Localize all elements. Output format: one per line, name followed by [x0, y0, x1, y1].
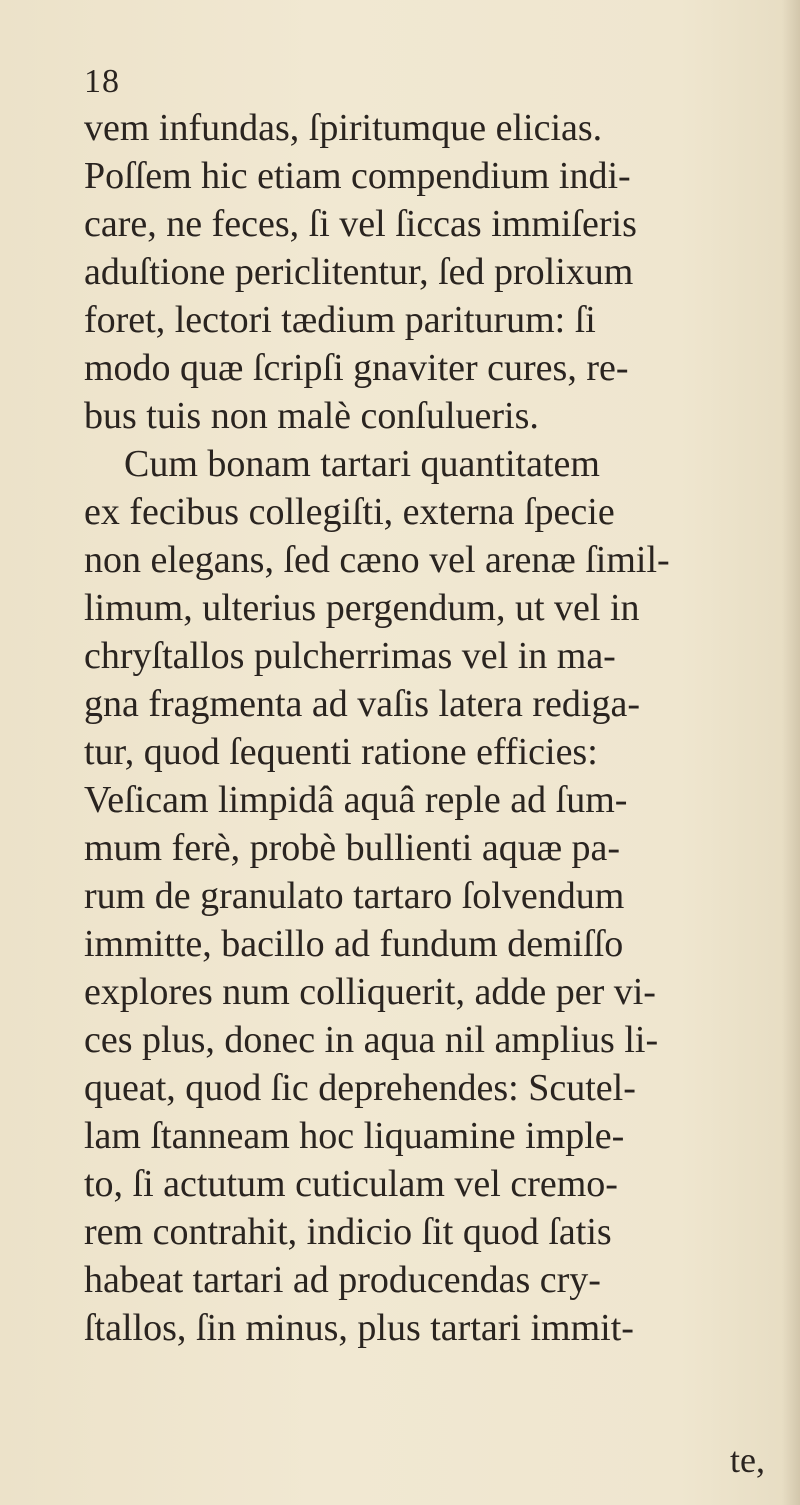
- page-edge-shadow: [782, 0, 800, 1505]
- text-line: bus tuis non malè conſulueris.: [84, 395, 539, 437]
- text-line: gna fragmenta ad vaſis latera rediga-: [84, 683, 640, 725]
- text-line: ex fecibus collegiſti, externa ſpecie: [84, 491, 615, 533]
- text-line: limum, ulterius pergendum, ut vel in: [84, 587, 640, 629]
- catchword: te,: [730, 1440, 765, 1480]
- text-line: modo quæ ſcripſi gnaviter cures, re-: [84, 347, 629, 389]
- text-line: vem infundas, ſpiritumque elicias.: [84, 107, 603, 149]
- page-number: 18: [84, 63, 120, 100]
- text-line: aduſtione periclitentur, ſed prolixum: [84, 251, 634, 293]
- text-line: care, ne feces, ſi vel ſiccas immiſeris: [84, 203, 637, 245]
- text-line: ſtallos, ſin minus, plus tartari immit-: [84, 1307, 634, 1349]
- text-line: Veſicam limpidâ aquâ reple ad ſum-: [84, 779, 628, 821]
- text-line: Poſſem hic etiam compendium indi-: [84, 155, 631, 197]
- text-line: ces plus, donec in aqua nil amplius li-: [84, 1019, 659, 1061]
- paragraph-start-line: Cum bonam tartari quantitatem: [124, 443, 600, 485]
- text-line: queat, quod ſic deprehendes: Scutel-: [84, 1067, 636, 1109]
- text-line: non elegans, ſed cæno vel arenæ ſimil-: [84, 539, 670, 581]
- text-line: rum de granulato tartaro ſolvendum: [84, 875, 625, 917]
- body-text: [84, 104, 784, 1352]
- text-line: immitte, bacillo ad fundum demiſſo: [84, 923, 624, 965]
- text-line: to, ſi actutum cuticulam vel cremo-: [84, 1163, 618, 1205]
- text-line: foret, lectori tædium pariturum: ſi: [84, 299, 596, 341]
- text-line: habeat tartari ad producendas cry-: [84, 1259, 601, 1301]
- text-line: lam ſtanneam hoc liquamine imple-: [84, 1115, 625, 1157]
- text-line: rem contrahit, indicio ſit quod ſatis: [84, 1211, 612, 1253]
- text-line: mum ferè, probè bullienti aquæ pa-: [84, 827, 621, 869]
- text-line: explores num colliquerit, adde per vi-: [84, 971, 656, 1013]
- text-line: tur, quod ſequenti ratione efficies:: [84, 731, 598, 773]
- text-line: chryſtallos pulcherrimas vel in ma-: [84, 635, 616, 677]
